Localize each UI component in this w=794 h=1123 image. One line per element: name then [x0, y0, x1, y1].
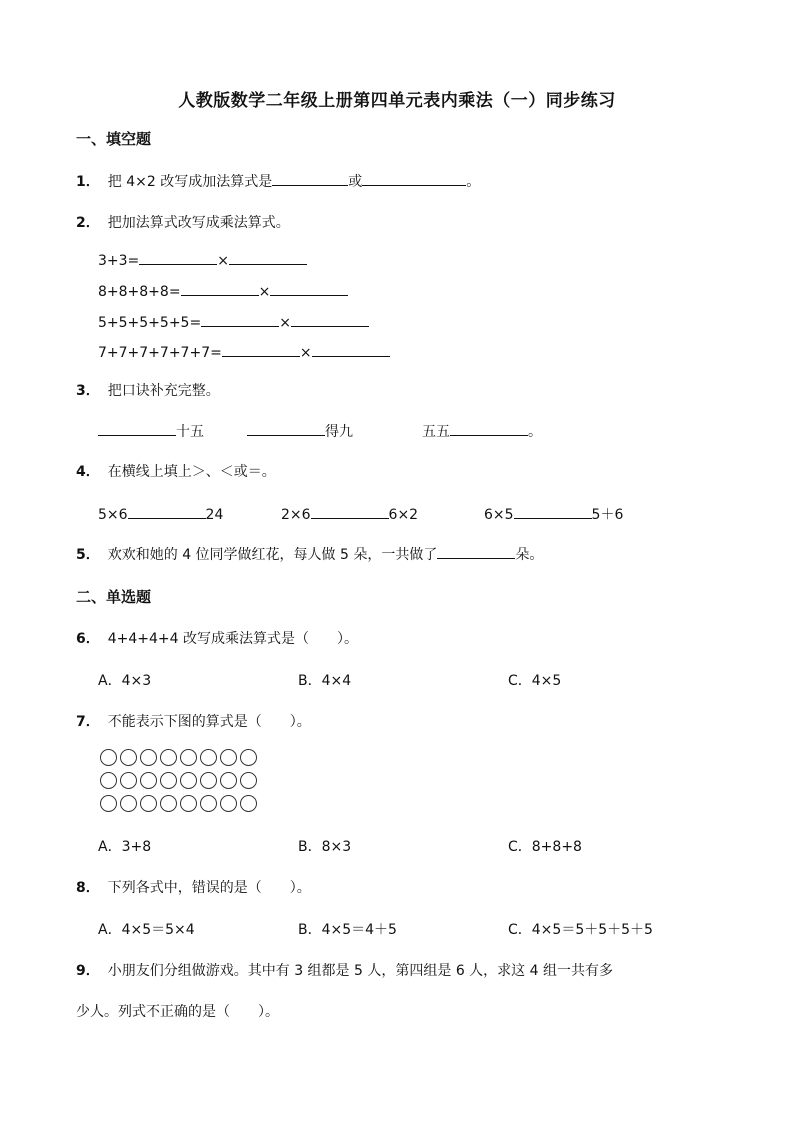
option-b[interactable]: B．8×3 [298, 839, 352, 855]
circle-icon [140, 749, 157, 766]
comparison-item [98, 504, 223, 523]
equation-row [98, 342, 390, 361]
question-8 [76, 877, 311, 897]
question-text: 把 4×2 改写成加法算式是 [107, 174, 273, 190]
question-3 [76, 380, 220, 400]
addition-expression: 8+8+8+8= [98, 284, 181, 300]
question-number: 6． [76, 631, 100, 647]
question-text: 在横线上填上＞、＜或＝。 [107, 464, 276, 480]
circle-icon [180, 749, 197, 766]
answer-blank[interactable] [139, 250, 217, 265]
question-6 [76, 628, 358, 648]
multiplication-rhyme-row [422, 421, 542, 441]
answer-blank[interactable] [247, 421, 325, 436]
times-sign: × [217, 253, 230, 269]
question-text: 把口诀补充完整。 [107, 383, 220, 399]
question-number: 3． [76, 383, 100, 399]
times-sign: × [279, 315, 291, 331]
circle-icon [120, 795, 137, 812]
question-text: 欢欢和她的 4 位同学做红花，每人做 5 朵，一共做了 [107, 547, 438, 563]
times-sign: × [258, 284, 271, 300]
circle-icon [140, 795, 157, 812]
section-heading-multiple-choice: 二、单选题 [76, 588, 152, 606]
option-a[interactable]: A．4×3 [98, 673, 152, 689]
circle-icon [180, 772, 197, 789]
answer-blank[interactable] [312, 342, 390, 357]
answer-blank[interactable] [229, 250, 307, 265]
addition-expression: 5+5+5+5+5= [98, 315, 202, 331]
answer-blank[interactable] [201, 312, 279, 327]
equation-row [98, 250, 307, 269]
circle-icon [160, 772, 177, 789]
equation-row [98, 312, 369, 331]
circle-icon [160, 749, 177, 766]
answer-blank[interactable] [98, 421, 176, 436]
question-9-continued: 少人。列式不正确的是（ ）。 [76, 1004, 279, 1020]
option-c[interactable]: C．4×5 [508, 673, 562, 689]
circle-icon [200, 772, 217, 789]
answer-blank[interactable] [272, 171, 348, 186]
question-number: 2． [76, 215, 100, 231]
comparison-left: 6×5 [484, 507, 514, 523]
answer-blank[interactable] [270, 281, 348, 296]
question-number: 8． [76, 880, 100, 896]
circle-icon [240, 749, 257, 766]
question-text: 小朋友们分组做游戏。其中有 3 组都是 5 人，第四组是 6 人，求这 4 组一共有多 [107, 963, 613, 979]
rhyme-text: 十五 [176, 424, 204, 440]
option-c[interactable]: C．8+8+8 [508, 839, 582, 855]
rhyme-text: 得九 [325, 424, 353, 440]
question-number: 7． [76, 714, 100, 730]
question-7 [76, 711, 311, 731]
comparison-left: 2×6 [281, 507, 311, 523]
page-title: 人教版数学二年级上册第四单元表内乘法（一）同步练习 [178, 91, 616, 111]
circle-icon [100, 795, 117, 812]
circle-icon [240, 795, 257, 812]
answer-blank[interactable] [222, 342, 300, 357]
section-heading-fill-in: 一、填空题 [76, 130, 152, 148]
answer-blank[interactable] [181, 281, 259, 296]
circle-icon [160, 795, 177, 812]
multiplication-rhyme-row [98, 421, 204, 441]
circle-icon [140, 772, 157, 789]
circle-icon [220, 795, 237, 812]
question-1 [76, 171, 480, 191]
question-text: 下列各式中，错误的是（ ）。 [107, 880, 311, 896]
times-sign: × [299, 345, 312, 361]
rhyme-end: 。 [528, 424, 542, 440]
circle-row [100, 772, 260, 792]
question-number: 9． [76, 963, 100, 979]
option-a[interactable]: A．4×5＝5×4 [98, 922, 195, 938]
answer-blank[interactable] [437, 544, 515, 559]
answer-blank[interactable] [128, 504, 206, 519]
circle-row [100, 795, 260, 815]
equation-row [98, 281, 348, 300]
circle-icon [220, 749, 237, 766]
question-text-end: 朵。 [515, 547, 544, 563]
question-text-end: 。 [466, 174, 481, 190]
answer-blank[interactable] [450, 421, 528, 436]
answer-blank[interactable] [362, 171, 466, 186]
circle-icon [200, 749, 217, 766]
question-text: 4+4+4+4 改写成乘法算式是（ ）。 [107, 631, 359, 647]
question-9 [76, 960, 613, 980]
question-number: 1． [76, 174, 100, 190]
circle-icon [120, 749, 137, 766]
circle-grid-figure [100, 749, 260, 818]
option-b[interactable]: B．4×4 [298, 673, 352, 689]
comparison-item [484, 504, 623, 524]
question-number: 4． [76, 464, 100, 480]
comparison-right: 6×2 [388, 507, 419, 523]
circle-row [100, 749, 260, 769]
multiplication-rhyme-row [247, 421, 353, 441]
question-2 [76, 212, 290, 232]
option-b[interactable]: B．4×5＝4＋5 [298, 922, 397, 938]
answer-blank[interactable] [514, 504, 592, 519]
rhyme-text: 五五 [422, 424, 450, 440]
comparison-right: 5＋6 [591, 507, 624, 523]
comparison-item [281, 504, 418, 523]
comparison-left: 5×6 [98, 507, 128, 523]
question-text: 把加法算式改写成乘法算式。 [107, 215, 290, 231]
question-number: 5． [76, 547, 100, 563]
circle-icon [100, 772, 117, 789]
circle-icon [100, 749, 117, 766]
option-a[interactable]: A．3+8 [98, 839, 152, 855]
circle-icon [240, 772, 257, 789]
question-text: 不能表示下图的算式是（ ）。 [107, 714, 311, 730]
question-text-or: 或 [348, 174, 363, 190]
addition-expression: 3+3= [98, 253, 140, 269]
question-5 [76, 544, 543, 564]
circle-icon [120, 772, 137, 789]
circle-icon [220, 772, 237, 789]
comparison-right: 24 [205, 507, 224, 523]
circle-icon [200, 795, 217, 812]
circle-icon [180, 795, 197, 812]
option-c[interactable]: C．4×5＝5＋5＋5＋5 [508, 922, 653, 938]
addition-expression: 7+7+7+7+7+7= [98, 345, 222, 361]
answer-blank[interactable] [311, 504, 389, 519]
answer-blank[interactable] [291, 312, 369, 327]
question-4 [76, 461, 276, 481]
